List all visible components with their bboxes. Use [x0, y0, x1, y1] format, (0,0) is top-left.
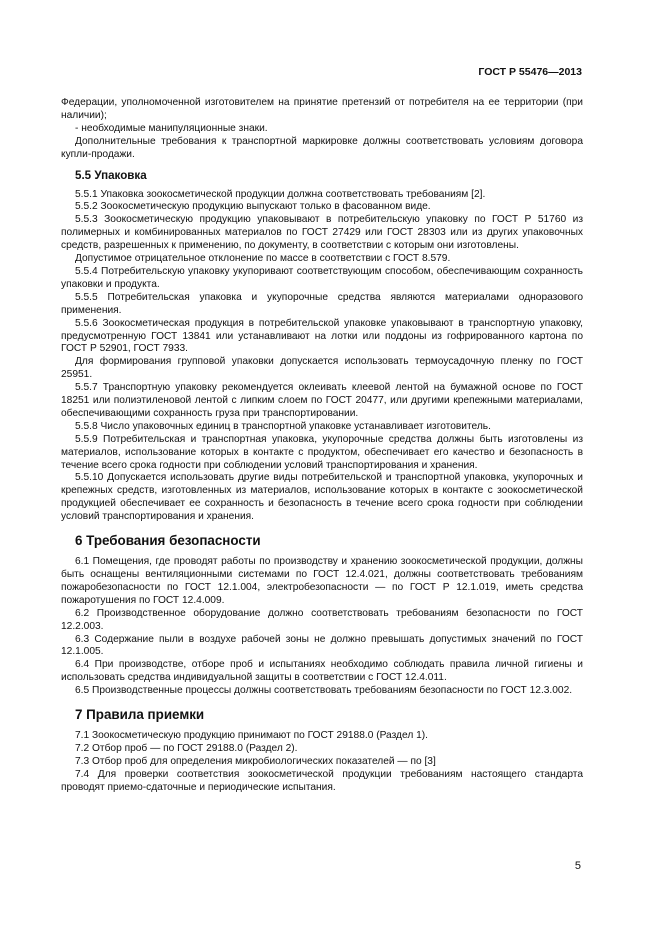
paragraph-7-2: 7.2 Отбор проб — по ГОСТ 29188.0 (Раздел 2).	[75, 742, 298, 754]
document-body	[61, 97, 583, 795]
page-number: 5	[574, 860, 581, 872]
paragraph-5-5-5: 5.5.5 Потребительская упаковка и укупорочные средства являются материалами одноразового применения.	[61, 291, 583, 316]
paragraph-group-packaging: Для формирования групповой упаковки допускается использовать термоусадочную пленку по ГОСТ 25951.	[61, 356, 583, 381]
paragraph-5-5-6: 5.5.6 Зоокосметическая продукция в потребительской упаковке упаковывают в транспортную упаковку, предусмотренную ГОСТ 13841 или устанавливают на лотки или поддоны из гофрированного картона по ГОСТ Р 52901, ГОСТ 7933.	[61, 317, 583, 355]
paragraph-5-5-3: 5.5.3 Зоокосметическую продукцию упаковывают в потребительскую упаковку по ГОСТ Р 51760 из полимерных и комбинированных материалов по ГОСТ 27429 или ГОСТ 28303 или из других упаковочных средств, разрешенных к применению, по документу, в соответствии с которым они изготовлены.	[61, 214, 583, 252]
section-heading-6: 6 Требования безопасности	[75, 533, 261, 549]
paragraph-5-5-4: 5.5.4 Потребительскую упаковку укупоривают соответствующим способом, обеспечивающим сохранность упаковки и продукта.	[61, 265, 583, 290]
intro-paragraph: Федерации, уполномоченной изготовителем на принятие претензий от потребителя на ее территории (при наличии);	[61, 97, 583, 121]
paragraph-7-1: 7.1 Зоокосметическую продукцию принимают по ГОСТ 29188.0 (Раздел 1).	[75, 730, 428, 742]
section-heading-7: 7 Правила приемки	[75, 707, 205, 723]
paragraph-7-4: 7.4 Для проверки соответствия зоокосметической продукции требованиям настоящего стандарта проводят приемо-сдаточные и периодические испытания.	[61, 768, 583, 793]
paragraph-5-5-8: 5.5.8 Число упаковочных единиц в транспортной упаковке устанавливает изготовитель.	[75, 420, 491, 432]
paragraph-6-2: 6.2 Производственное оборудование должно соответствовать требованиям безопасности по ГОСТ 12.2.003.	[61, 607, 583, 632]
paragraph-5-5-10: 5.5.10 Допускается использовать другие виды потребительской и транспортной упаковка, укупорочных и крепежных средств, изготовленных из материалов, использование которых в контакте с зоокосметической продукцией обеспечивает ее сохранность и безопасность в течение всего срока годности при соблюдении условий транспортирования и хранения.	[61, 472, 583, 523]
intro-paragraph: - необходимые манипуляционные знаки.	[75, 122, 268, 134]
paragraph-6-5: 6.5 Производственные процессы должны соответствовать требованиям безопасности по ГОСТ 12.3.002.	[75, 685, 573, 697]
paragraph-6-4: 6.4 При производстве, отборе проб и испытаниях необходимо соблюдать правила личной гигиены и использовать средства индивидуальной защиты в соответствии с ГОСТ 12.4.011.	[61, 659, 583, 684]
paragraph-7-3: 7.3 Отбор проб для определения микробиологических показателей — по [3]	[75, 755, 436, 767]
paragraph-6-1: 6.1 Помещения, где проводят работы по производству и хранению зоокосметической продукции, должны быть оснащены вентиляционными системами по ГОСТ 12.4.021, должны соответствовать требованиям пожаробезопасности по ГОСТ 12.1.004, электробезопасности — по ГОСТ Р 12.1.019, иметь средства пожаротушения по ГОСТ 12.4.009.	[61, 556, 583, 606]
document-header: ГОСТ Р 55476—2013	[478, 66, 582, 78]
paragraph-5-5-9: 5.5.9 Потребительская и транспортная упаковка, укупорочные средства должны быть изготовлены из материалов, использование которых в контакте с продуктом, обеспечивает его качество и безопасность в течение всего срока годности при соблюдении условий транспортирования и хранения.	[61, 433, 583, 471]
paragraph-mass-tolerance: Допустимое отрицательное отклонение по массе в соответствии с ГОСТ 8.579.	[75, 253, 451, 265]
paragraph-5-5-2: 5.5.2 Зоокосметическую продукцию выпускают только в фасованном виде.	[75, 201, 431, 213]
paragraph-5-5-7: 5.5.7 Транспортную упаковку рекомендуется оклеивать клеевой лентой на бумажной основе по ГОСТ 18251 или полиэтиленовой лентой с липким слоем по ГОСТ 20477, или другими крепежными материалами, обеспечивающими сохранность груза при транспортировании.	[61, 382, 583, 419]
section-heading-5-5: 5.5 Упаковка	[75, 168, 147, 182]
paragraph-5-5-1: 5.5.1 Упаковка зоокосметической продукции должна соответствовать требованиям [2].	[75, 188, 486, 200]
intro-paragraph: Дополнительные требования к транспортной маркировке должны соответствовать условиям договора купли-продажи.	[61, 135, 583, 160]
paragraph-6-3: 6.3 Содержание пыли в воздухе рабочей зоны не должно превышать допустимых значений по ГОСТ 12.1.005.	[61, 633, 583, 658]
